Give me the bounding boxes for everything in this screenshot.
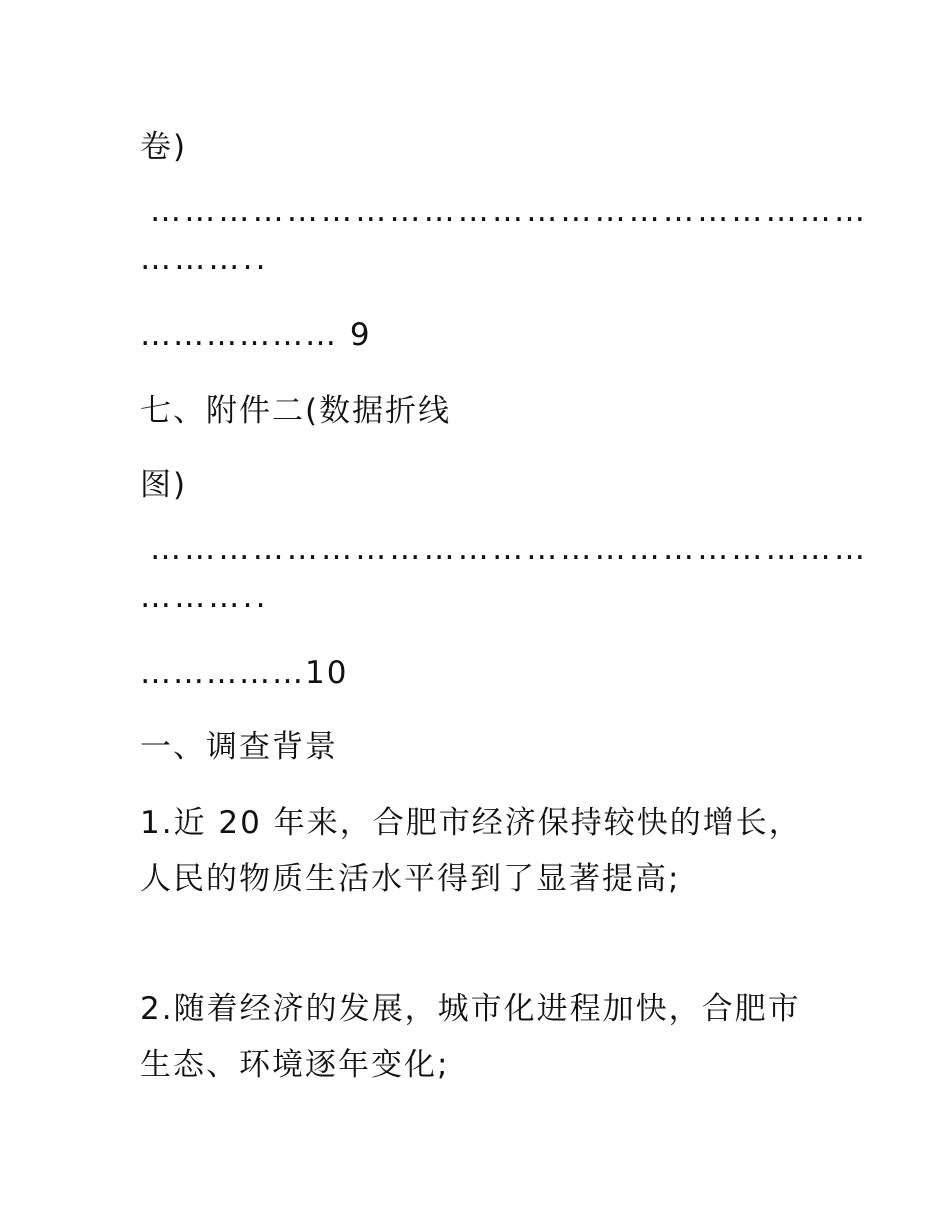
toc-entry7-title: 七、附件二(数据折线 (140, 393, 452, 429)
toc-entry7-page-number: ……………10 (140, 655, 349, 691)
toc-entry7-leader-dots: ……………………………………………………… (150, 531, 869, 567)
toc-entry7-leader-dots-continued: ……….. (140, 579, 269, 615)
toc-entry6-leader-dots-continued: ……….. (140, 241, 269, 277)
paragraph-item-1: 1.近 20 年来，合肥市经济保持较快的增长，人民的物质生活水平得到了显著提高; (140, 805, 802, 897)
toc-entry6-tail: 卷) (140, 129, 188, 165)
paragraph-item-2: 2.随着经济的发展，城市化进程加快，合肥市生态、环境逐年变化; (140, 991, 801, 1083)
toc-entry7-title-continued: 图) (140, 467, 188, 503)
toc-entry6-page-number: ……………… 9 (140, 317, 372, 353)
toc-entry6-leader-dots: ……………………………………………………… (150, 193, 869, 229)
section-heading: 一、调查背景 (140, 729, 338, 765)
